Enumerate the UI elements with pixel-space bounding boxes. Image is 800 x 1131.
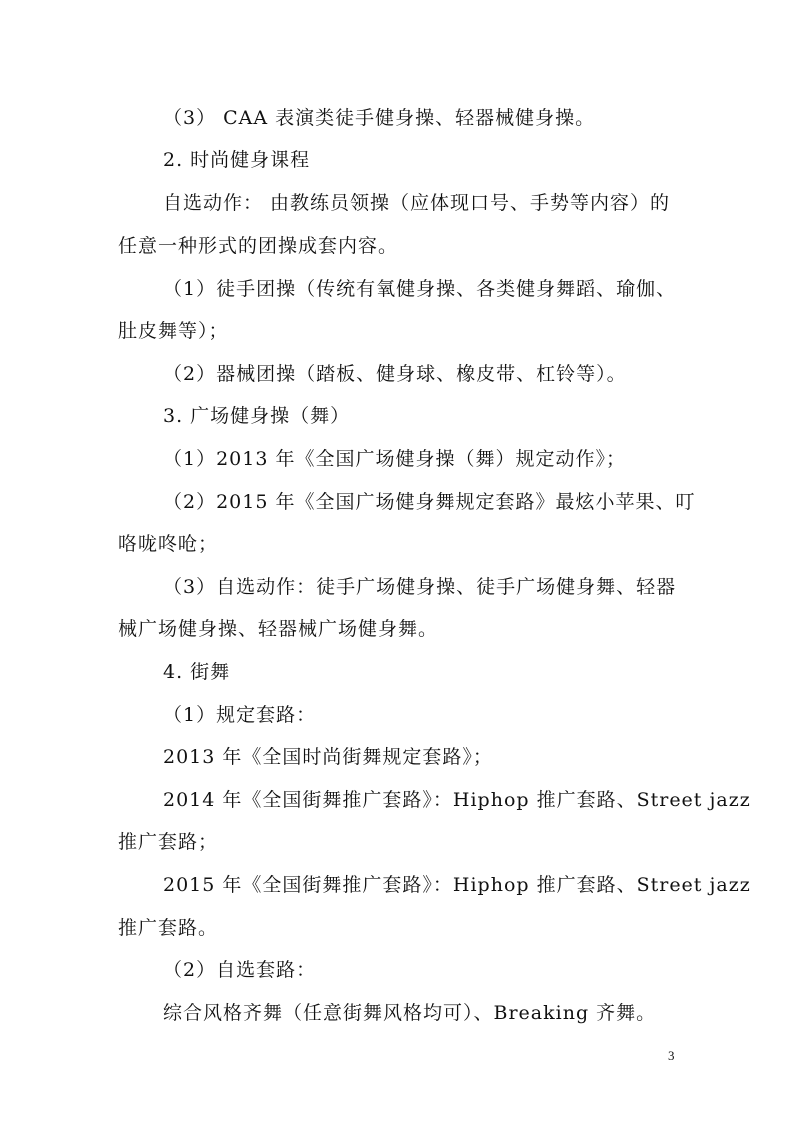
text-line-2: 2. 时尚健身课程 bbox=[163, 149, 311, 171]
text-line-22: 综合风格齐舞（任意街舞风格均可）、Breaking 齐舞。 bbox=[163, 1002, 657, 1024]
text-line-13: 械广场健身操、轻器械广场健身舞。 bbox=[118, 618, 439, 640]
text-line-5: （1）徒手团操（传统有氧健身操、各类健身舞蹈、瑜伽、 bbox=[163, 278, 677, 300]
text-line-11: 咯咙咚呛； bbox=[118, 533, 219, 555]
text-line-8: 3. 广场健身操（舞） bbox=[163, 405, 351, 427]
text-line-15: （1）规定套路： bbox=[163, 704, 317, 726]
text-line-3: 自选动作： 由教练员领操（应体现口号、手势等内容）的 bbox=[163, 192, 671, 214]
text-line-12: （3）自选动作：徒手广场健身操、徒手广场健身舞、轻器 bbox=[163, 576, 677, 598]
text-line-4: 任意一种形式的团操成套内容。 bbox=[118, 235, 399, 257]
text-line-14: 4. 街舞 bbox=[163, 661, 231, 683]
text-line-6: 肚皮舞等）； bbox=[118, 320, 229, 342]
text-line-21: （2）自选套路： bbox=[163, 959, 317, 981]
text-line-1: （3） CAA 表演类徒手健身操、轻器械健身操。 bbox=[163, 107, 596, 129]
text-line-7: （2）器械团操（踏板、健身球、橡皮带、杠铃等）。 bbox=[163, 363, 627, 385]
text-line-16: 2013 年《全国时尚街舞规定套路》； bbox=[163, 746, 493, 768]
text-line-9: （1）2013 年《全国广场健身操（舞）规定动作》； bbox=[163, 448, 626, 470]
text-line-19: 2015 年《全国街舞推广套路》：Hiphop 推广套路、Street jazz bbox=[163, 874, 751, 896]
text-line-20: 推广套路。 bbox=[118, 917, 219, 939]
page-number: 3 bbox=[668, 1048, 675, 1063]
text-line-10: （2）2015 年《全国广场健身舞规定套路》最炫小苹果、叮 bbox=[163, 491, 696, 513]
text-line-18: 推广套路； bbox=[118, 831, 219, 853]
text-line-17: 2014 年《全国街舞推广套路》：Hiphop 推广套路、Street jazz bbox=[163, 789, 751, 811]
